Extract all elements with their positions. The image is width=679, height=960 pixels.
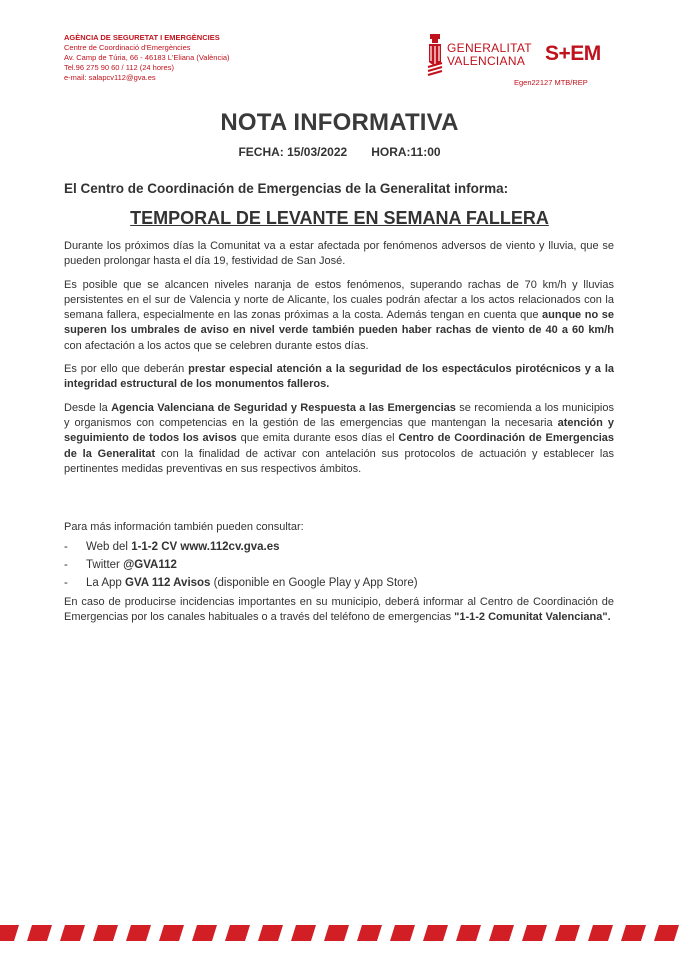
sem-logo: S+EM: [545, 42, 601, 65]
p2-text-bold: aunque no se superen los umbrales de aviso en nivel verde también pueden haber rachas de viento de 40 a 60 km/h: [64, 309, 614, 337]
stripe-segment: [324, 925, 349, 941]
link-text: La App: [86, 577, 126, 589]
p4-text-e: que emita durante esos días el: [236, 432, 399, 445]
paragraph-2: [64, 278, 614, 354]
p2-text-c: con afectación a los actos que se celebren durante estos días.: [64, 339, 369, 352]
p4-text-bold-2: atención y seguimiento de todos los avisos: [64, 416, 614, 445]
list-dash: -: [64, 559, 68, 571]
agency-name: AGÈNCIA DE SEGURETAT I EMERGÈNCIES: [64, 33, 220, 42]
link-text: Twitter: [86, 559, 124, 571]
more-info-section: [64, 519, 614, 592]
logo-line-2: VALENCIANA: [447, 54, 526, 68]
closing-paragraph: [64, 595, 614, 626]
stripe-segment: [93, 925, 118, 941]
closing-bold: "1-1-2 Comunitat Valenciana".: [454, 611, 611, 624]
stripe-segment: [192, 925, 217, 941]
body-text: [64, 239, 614, 485]
stripe-segment: [588, 925, 613, 941]
stripe-segment: [126, 925, 151, 941]
stripe-segment: [291, 925, 316, 941]
address: Av. Camp de Túria, 66 - 46183 L'Eliana (València): [64, 53, 230, 62]
twitter-link[interactable]: @GVA112: [123, 559, 177, 571]
stripe-segment: [423, 925, 448, 941]
link-text: Web del: [86, 541, 132, 553]
more-info-label: Para más información también pueden consultar:: [64, 521, 304, 533]
stripe-segment: [489, 925, 514, 941]
header-contact-block: [64, 33, 230, 83]
stripe-segment: [0, 925, 19, 941]
generalitat-emblem-icon: [427, 34, 443, 76]
p4-text-bold-1: Agencia Valenciana de Seguridad y Respuesta a las Emergencias: [111, 401, 456, 414]
stripe-segment: [258, 925, 283, 941]
stripe-segment: [522, 925, 547, 941]
stripe-segment: [621, 925, 646, 941]
list-dash: -: [64, 577, 68, 589]
phone: Tel.96 275 90 60 / 112 (24 hores): [64, 63, 174, 72]
app-name: GVA 112 Avisos: [125, 577, 211, 589]
document-reference: Egen22127 MTB/REP: [514, 78, 588, 87]
stripe-segment: [390, 925, 415, 941]
subtitle: TEMPORAL DE LEVANTE EN SEMANA FALLERA: [130, 208, 549, 228]
stripe-segment: [456, 925, 481, 941]
stripe-segment: [357, 925, 382, 941]
p2-text-a: Es posible que se alcancen niveles naranja de estos fenómenos, superando rachas de 70 km/h y lluvias persistentes en el sur de Valencia y norte de Alicante, los cuales podrán afectar a los actos relacionados con la semana fallera, especialmente en las zonas próximas a la costa. Además tengan en cuenta que: [64, 278, 614, 322]
list-item: [64, 574, 614, 592]
list-dash: -: [64, 541, 68, 553]
dateline: [0, 145, 679, 159]
p4-text-c: se recomienda a los municipios y organismos con competencias en la gestión de las emergencias que mantengan la necesaria: [64, 401, 614, 429]
p4-text-g: con la finalidad de activar con antelación sus protocolos de actuación y establecer las pertinentes medidas preventivas en sus respectivos ámbitos.: [64, 447, 614, 475]
list-item: [64, 556, 614, 574]
generalitat-logo: [427, 34, 537, 76]
list-item: [64, 538, 614, 556]
date-label: FECHA: 15/03/2022: [238, 145, 348, 159]
logo-line-1: GENERALITAT: [447, 41, 532, 55]
paragraph-1: Durante los próximos días la Comunitat va a estar afectada por fenómenos adversos de viento y lluvia, que se pueden prolongar hasta el día 19, festividad de San José.: [64, 240, 614, 268]
web-link[interactable]: 1-1-2 CV www.112cv.gva.es: [131, 541, 280, 553]
stripe-segment: [555, 925, 580, 941]
center-name: Centre de Coordinació d'Emergències: [64, 43, 191, 52]
time-label: HORA:11:00: [371, 145, 441, 159]
footer-stripe: [0, 925, 679, 941]
stripe-segment: [159, 925, 184, 941]
stripe-segment: [225, 925, 250, 941]
p4-text-bold-3: Centro de Coordinación de Emergencias de la Generalitat: [64, 432, 614, 460]
info-links-list: [64, 538, 614, 592]
p4-text-a: Desde la: [64, 401, 112, 414]
stripe-segment: [27, 925, 52, 941]
stripe-segment: [60, 925, 85, 941]
email: e-mail: salapcv112@gva.es: [64, 73, 156, 82]
p3-text-bold: prestar especial atención a la seguridad de los espectáculos pirotécnicos y a la integridad estructural de los monumentos falleros.: [64, 363, 614, 391]
paragraph-3: [64, 362, 614, 393]
intro-heading: El Centro de Coordinación de Emergencias de la Generalitat informa:: [64, 181, 509, 196]
stripe-segment: [654, 925, 679, 941]
link-text-suffix: (disponible en Google Play y App Store): [210, 577, 418, 589]
paragraph-4: [64, 401, 614, 477]
page-title: NOTA INFORMATIVA: [220, 109, 459, 136]
closing-text: En caso de producirse incidencias importantes en su municipio, deberá informar al Centro de Coordinación de Emergencias por los canales habituales o a través del teléfono de emergencias: [64, 596, 614, 624]
p3-text-a: Es por ello que deberán: [64, 363, 189, 376]
